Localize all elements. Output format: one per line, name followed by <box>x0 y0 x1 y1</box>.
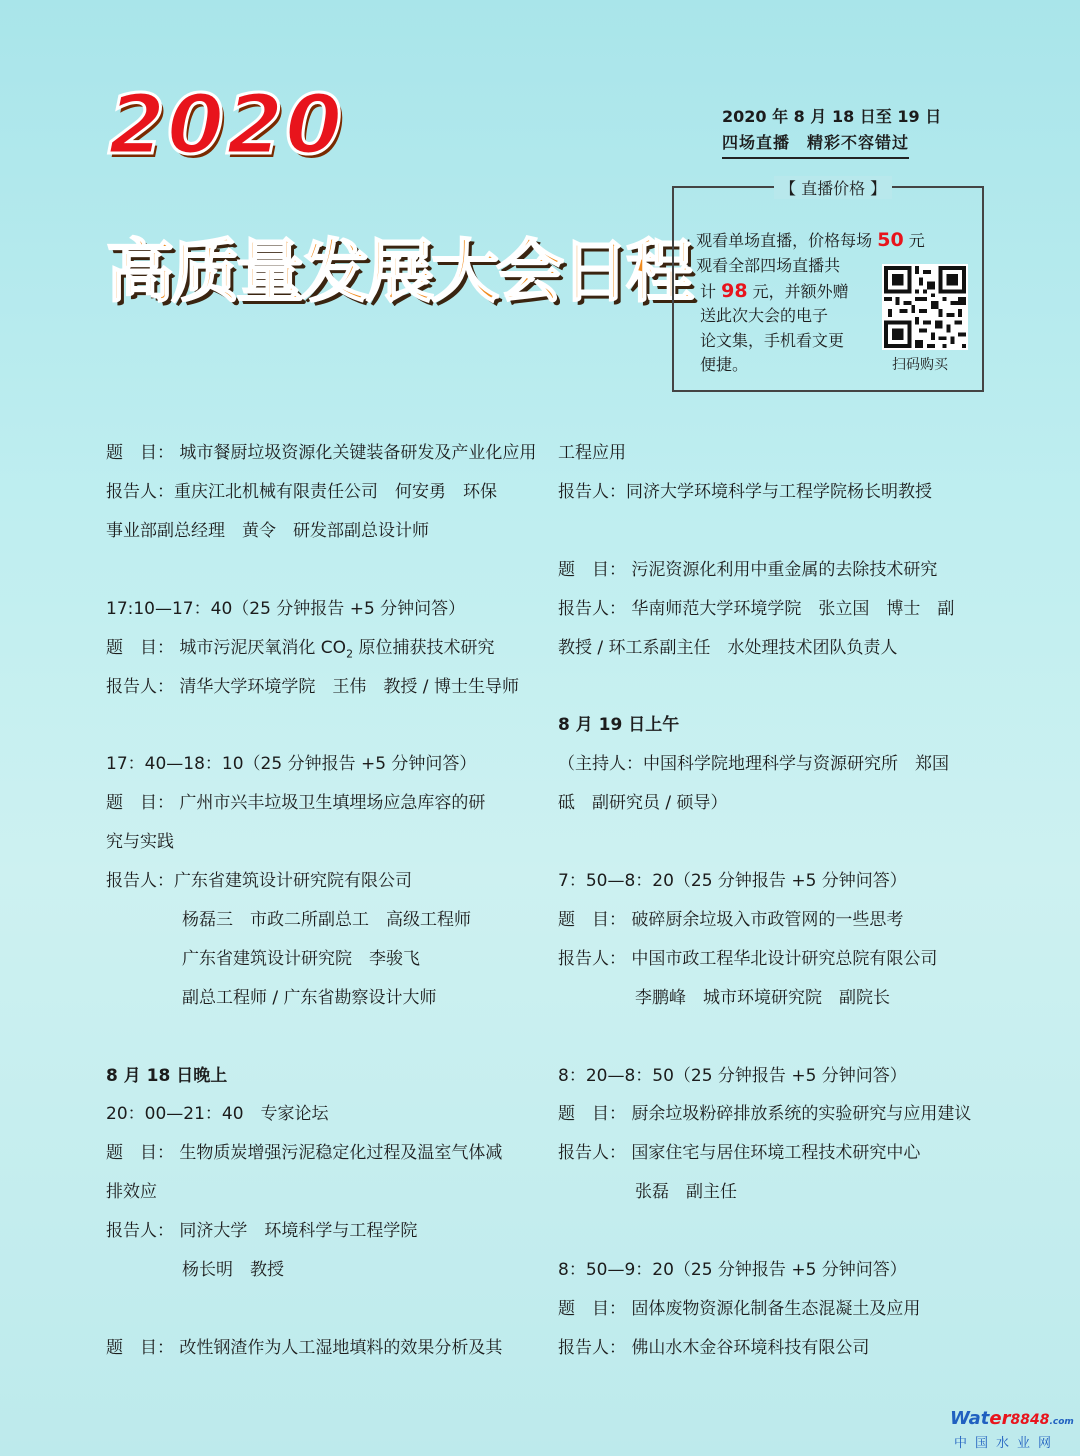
right-line-14: 报告人： 国家住宅与居住环境工程技术研究中心 <box>558 1143 921 1163</box>
right-line-12: 8：20—8：50（25 分钟报告 +5 分钟问答） <box>558 1066 907 1086</box>
left-line-9: 究与实践 <box>106 832 174 852</box>
price-all-value: 98 <box>721 279 748 302</box>
price-item-all-line2 <box>686 279 866 305</box>
qr-label: 扫码购买 <box>892 357 948 373</box>
watermark-sub: 中国水业网 <box>954 1436 1060 1451</box>
right-line-1: 工程应用 <box>558 443 626 463</box>
right-line-16: 8：50—9：20（25 分钟报告 +5 分钟问答） <box>558 1260 907 1280</box>
price-box <box>672 179 984 392</box>
left-line-8: 题 目： 广州市兴丰垃圾卫生填埋场应急库容的研 <box>106 793 486 813</box>
left-line-18: 杨长明 教授 <box>182 1260 284 1280</box>
left-line-14: 20：00—21：40 专家论坛 <box>106 1104 329 1124</box>
qr-code[interactable] <box>882 264 968 350</box>
price-title: 【 直播价格 】 <box>774 176 892 199</box>
price-all-suffix: 元，并额外赠 <box>747 281 849 301</box>
price-item-single-text: · 观看单场直播，价格每场 <box>686 231 878 250</box>
right-section-heading: 8 月 19 日上午 <box>558 715 680 735</box>
left-line-7: 17：40—18：10（25 分钟报告 +5 分钟问答） <box>106 754 477 774</box>
left-line-17: 报告人： 同济大学 环境科学与工程学院 <box>106 1221 418 1241</box>
right-line-3: 题 目： 污泥资源化利用中重金属的去除技术研究 <box>558 560 938 580</box>
price-item-all-line5: 便捷。 <box>700 355 749 374</box>
right-line-15: 张磊 副主任 <box>635 1182 737 1202</box>
left-line-2: 报告人：重庆江北机械有限责任公司 何安勇 环保 <box>106 482 497 502</box>
co2-subscript: 2 <box>346 647 354 661</box>
right-line-6: （主持人：中国科学院地理科学与资源研究所 郑国 <box>558 754 949 774</box>
watermark-logo-a: Wat <box>950 1408 990 1429</box>
date-block <box>722 104 941 159</box>
right-line-5: 教授 / 环工系副主任 水处理技术团队负责人 <box>558 638 898 658</box>
left-line-16: 排效应 <box>106 1182 157 1202</box>
watermark-logo <box>950 1408 1074 1429</box>
right-line-18: 报告人： 佛山水木金谷环境科技有限公司 <box>558 1338 870 1358</box>
date-line: 2020 年 8 月 18 日至 19 日 <box>722 107 942 126</box>
left-line-5-text: 题 目： 城市污泥厌氧消化 CO <box>106 638 347 658</box>
qr-code-icon <box>884 266 966 348</box>
left-line-4: 17:10—17：40（25 分钟报告 +5 分钟问答） <box>106 599 466 619</box>
right-line-10: 报告人： 中国市政工程华北设计研究总院有限公司 <box>558 949 938 969</box>
price-item-all <box>686 254 866 378</box>
price-item-all-line1: · 观看全部四场直播共 <box>686 256 841 275</box>
price-item-all-line4: 论文集，手机看文更 <box>700 330 845 350</box>
right-line-8: 7：50—8：20（25 分钟报告 +5 分钟问答） <box>558 871 907 891</box>
right-line-9: 题 目： 破碎厨余垃圾入市政管网的一些思考 <box>558 910 904 930</box>
left-line-1: 题 目： 城市餐厨垃圾资源化关键装备研发及产业化应用 <box>106 443 537 463</box>
price-item-all-line3: 送此次大会的电子 <box>700 306 829 325</box>
right-line-13: 题 目： 厨余垃圾粉碎排放系统的实验研究与应用建议 <box>558 1104 972 1124</box>
price-all-prefix: 计 <box>700 281 722 301</box>
main-title: 高质量发展大会日程 <box>106 233 692 312</box>
left-line-11: 杨磊三 市政二所副总工 高级工程师 <box>182 910 471 930</box>
price-single-value: 50 <box>877 229 904 251</box>
right-line-7: 砥 副研究员 / 硕导） <box>558 793 728 813</box>
left-line-19: 题 目： 改性钢渣作为人工湿地填料的效果分析及其 <box>106 1338 503 1358</box>
price-item-single <box>686 228 925 251</box>
left-line-3: 事业部副总经理 黄令 研发部副总设计师 <box>106 521 429 541</box>
slogan: 四场直播 精彩不容错过 <box>722 130 909 159</box>
price-item-single-unit: 元 <box>903 231 925 250</box>
year-title: 2020 <box>108 78 345 173</box>
left-line-6: 报告人： 清华大学环境学院 王伟 教授 / 博士生导师 <box>106 677 519 697</box>
left-line-10: 报告人：广东省建筑设计研究院有限公司 <box>106 871 412 891</box>
right-line-2: 报告人：同济大学环境科学与工程学院杨长明教授 <box>558 482 932 502</box>
left-line-5-text-end: 原位捕获技术研究 <box>353 638 495 658</box>
right-line-11: 李鹏峰 城市环境研究院 副院长 <box>635 988 890 1008</box>
left-line-13: 副总工程师 / 广东省勘察设计大师 <box>182 988 437 1008</box>
right-line-17: 题 目： 固体废物资源化制备生态混凝土及应用 <box>558 1299 921 1319</box>
right-line-4: 报告人： 华南师范大学环境学院 张立国 博士 副 <box>558 599 955 619</box>
left-line-5 <box>106 633 494 660</box>
left-line-12: 广东省建筑设计研究院 李骏飞 <box>182 949 420 969</box>
watermark-logo-d: .com <box>1049 1417 1074 1427</box>
watermark-logo-b: er <box>989 1408 1011 1429</box>
watermark-logo-c: 8848 <box>1010 1412 1050 1428</box>
left-line-15: 题 目： 生物质炭增强污泥稳定化过程及温室气体减 <box>106 1143 503 1163</box>
left-section-heading: 8 月 18 日晚上 <box>106 1066 228 1086</box>
